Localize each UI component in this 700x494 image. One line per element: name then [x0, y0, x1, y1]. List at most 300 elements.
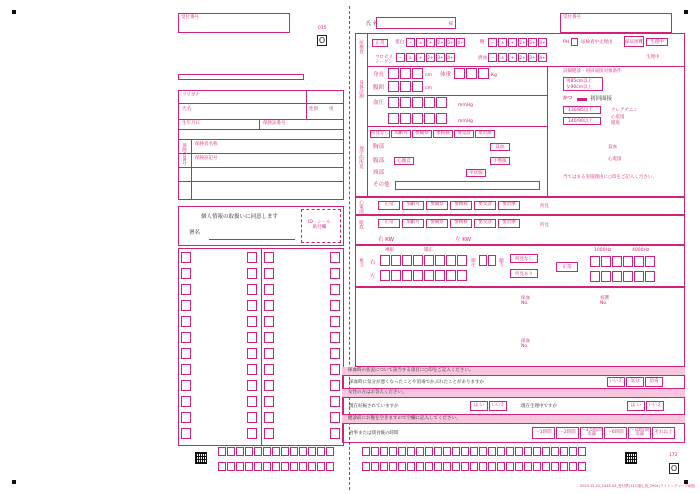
id-cell[interactable] [308, 462, 316, 471]
id-cell[interactable] [461, 462, 469, 471]
left-mark-grid [178, 248, 344, 446]
id-cell[interactable] [443, 462, 451, 471]
q1-option[interactable]: 気分 [626, 377, 644, 387]
mark-cell[interactable] [247, 252, 257, 263]
mark-cell[interactable] [264, 268, 274, 279]
height-label: 身長 [373, 72, 385, 78]
grade-cell[interactable]: + [508, 53, 517, 62]
footer-text: 2023.12.21_1415 A3_受付票(11月版)_表_1901(ライトングマークA版) [580, 484, 696, 488]
grade-cell[interactable]: 4+ [457, 40, 464, 45]
mark-cell[interactable] [330, 332, 340, 343]
id-cell[interactable] [524, 462, 532, 471]
grade-cell[interactable]: 2+ [519, 55, 526, 60]
weight-unit: Kg [491, 73, 497, 78]
id-cell[interactable] [371, 447, 379, 456]
sugar-grade-scale[interactable] [488, 38, 547, 47]
arrhythmia-button[interactable] [490, 157, 510, 165]
consent-box [178, 206, 344, 246]
id-seal-box [301, 209, 341, 243]
mark-cell[interactable] [181, 284, 191, 295]
grade-cell[interactable]: 2+ [519, 40, 526, 45]
mark-cell[interactable] [264, 284, 274, 295]
id-cell[interactable] [551, 462, 559, 471]
fundus-finding-option[interactable]: 要治療 [498, 219, 520, 228]
id-cell[interactable] [524, 447, 532, 456]
id-cell[interactable] [515, 447, 523, 456]
grade-cell[interactable]: ± [498, 53, 507, 62]
id-cell[interactable] [578, 447, 586, 456]
ecg-finding-option[interactable]: 要治療 [498, 201, 520, 210]
grade-cell[interactable]: ± [406, 53, 415, 62]
mark-cell[interactable] [330, 380, 340, 391]
fundus-finding-option[interactable]: 加齢可 [402, 219, 424, 228]
id-cell[interactable] [308, 447, 316, 456]
id-cell[interactable] [218, 447, 226, 456]
q4-option[interactable]: 〜3.5時間 未満 [581, 427, 602, 437]
input-cell[interactable] [435, 270, 445, 281]
mark-cell[interactable] [247, 428, 257, 439]
id-cell[interactable] [479, 447, 487, 456]
weight-cells[interactable] [454, 68, 489, 79]
id-cell[interactable] [416, 462, 424, 471]
ecg-findings-label: 所見 [540, 204, 549, 209]
exam-finding-option[interactable]: 要治療 [475, 130, 495, 138]
input-cell[interactable] [400, 68, 411, 79]
id-cell[interactable] [398, 447, 406, 456]
mark-cell[interactable] [247, 316, 257, 327]
input-cell[interactable] [412, 113, 423, 124]
grade-cell[interactable]: − [396, 53, 405, 62]
fundus-findings[interactable] [378, 219, 520, 228]
input-cell[interactable] [412, 68, 423, 79]
mark-cell[interactable] [264, 300, 274, 311]
id-cell[interactable] [497, 447, 505, 456]
exam-section-label: 理学的所見 [358, 146, 364, 169]
grade-cell[interactable]: 3+ [437, 55, 444, 60]
waist-label: 腹囲 [373, 85, 385, 91]
input-cell[interactable] [388, 68, 399, 79]
id-cell[interactable] [317, 447, 325, 456]
mark-cell[interactable] [264, 396, 274, 407]
id-cell[interactable] [272, 462, 280, 471]
input-cell[interactable] [380, 270, 390, 281]
protein-grade-scale[interactable] [406, 38, 465, 47]
ecg-findings[interactable] [378, 201, 520, 210]
input-cell[interactable] [400, 113, 411, 124]
id-cell[interactable] [569, 447, 577, 456]
question-1-options[interactable] [607, 377, 663, 387]
id-cell[interactable] [425, 462, 433, 471]
input-cell[interactable] [446, 255, 456, 266]
grade-cell[interactable]: 4+ [447, 55, 454, 60]
id-cell[interactable] [380, 462, 388, 471]
mark-cell[interactable] [264, 412, 274, 423]
id-cell[interactable] [245, 462, 253, 471]
id-cell[interactable] [560, 462, 568, 471]
id-cell[interactable] [407, 447, 415, 456]
hearing-no-findings-button[interactable] [510, 254, 538, 263]
criteria-waist-box [563, 77, 603, 91]
mark-cell[interactable] [181, 412, 191, 423]
q1-option[interactable]: 消毒 [645, 377, 663, 387]
id-cell[interactable] [380, 447, 388, 456]
id-cell[interactable] [551, 447, 559, 456]
input-cell[interactable] [436, 113, 447, 124]
mark-cell[interactable] [264, 316, 274, 327]
grade-cell[interactable]: ± [498, 38, 507, 47]
fundus-section-label: 眼底 [358, 220, 364, 229]
vision-cells-left[interactable] [380, 270, 467, 281]
id-cell[interactable] [488, 462, 496, 471]
anemia-button[interactable] [490, 143, 510, 151]
input-cell[interactable] [380, 255, 390, 266]
id-cell[interactable] [425, 447, 433, 456]
id-cell[interactable] [533, 462, 541, 471]
grade-cell[interactable]: − [406, 38, 415, 47]
mark-cell[interactable] [330, 348, 340, 359]
hearing-cells-right[interactable] [590, 256, 655, 267]
mark-cell[interactable] [264, 348, 274, 359]
input-cell[interactable] [412, 81, 423, 92]
mark-cell[interactable] [247, 412, 257, 423]
input-cell[interactable] [634, 256, 644, 267]
id-cell[interactable] [542, 447, 550, 456]
id-cell[interactable] [416, 447, 424, 456]
q3-option[interactable]: いいえ [646, 401, 664, 411]
id-cell[interactable] [506, 462, 514, 471]
mark-cell[interactable] [247, 268, 257, 279]
ecg-finding-option[interactable]: 要受診 [474, 201, 496, 210]
mark-cell[interactable] [181, 268, 191, 279]
id-cell[interactable] [389, 462, 397, 471]
grade-cell[interactable]: 4+ [539, 55, 546, 60]
mark-cell[interactable] [181, 364, 191, 375]
question-header-1 [342, 367, 685, 375]
id-cell[interactable] [263, 447, 271, 456]
waist-unit: cm [425, 86, 432, 91]
id-cell[interactable] [254, 462, 262, 471]
exam-finding-option[interactable]: 所見なし [370, 130, 390, 138]
question-3-options[interactable] [627, 401, 664, 411]
mark-cell[interactable] [247, 332, 257, 343]
eye-pressure-cells[interactable] [479, 255, 496, 266]
id-cell[interactable] [515, 462, 523, 471]
mark-cell[interactable] [247, 300, 257, 311]
input-cell[interactable] [424, 255, 434, 266]
mark-cell[interactable] [330, 268, 340, 279]
q4-option[interactable]: それ以上 [652, 427, 675, 439]
urobilinogen-grade-scale[interactable] [396, 53, 455, 62]
input-cell[interactable] [388, 113, 399, 124]
id-cell[interactable] [452, 447, 460, 456]
input-cell[interactable] [612, 256, 622, 267]
id-cell[interactable] [362, 462, 370, 471]
mark-cell[interactable] [330, 428, 340, 439]
q2-option[interactable]: いいえ [489, 401, 507, 411]
id-cell[interactable] [236, 447, 244, 456]
id-cell[interactable] [272, 447, 280, 456]
exam-finding-option[interactable]: 加齢可 [391, 130, 411, 138]
grade-cell[interactable]: 3+ [529, 40, 536, 45]
input-cell[interactable] [634, 271, 644, 282]
ecg-finding-option[interactable]: 要観察 [426, 201, 448, 210]
mark-cell[interactable] [330, 412, 340, 423]
id-cell[interactable] [281, 447, 289, 456]
id-cell[interactable] [407, 462, 415, 471]
suspend-option-1-text: 採尿困難 [625, 39, 643, 45]
id-cell[interactable] [254, 447, 262, 456]
id-cell[interactable] [542, 462, 550, 471]
fundus-finding-option[interactable]: 正常 [378, 219, 400, 228]
question-2-options[interactable] [470, 401, 507, 411]
id-cell[interactable] [281, 462, 289, 471]
mark-cell[interactable] [181, 348, 191, 359]
id-cell[interactable] [578, 462, 586, 471]
mark-cell[interactable] [330, 252, 340, 263]
q3-option[interactable]: は い [627, 401, 645, 411]
input-cell[interactable] [424, 270, 434, 281]
mark-cell[interactable] [247, 284, 257, 295]
and-label: かつ [563, 96, 572, 101]
id-cell[interactable] [533, 447, 541, 456]
id-cell[interactable] [470, 447, 478, 456]
input-cell[interactable] [424, 97, 435, 108]
grade-cell[interactable]: 4+ [539, 40, 546, 45]
grade-cell[interactable]: 2+ [427, 55, 434, 60]
fundus-finding-option[interactable]: 要受診 [474, 219, 496, 228]
mark-cell[interactable] [181, 396, 191, 407]
input-cell[interactable] [601, 271, 611, 282]
exam-findings-row[interactable] [370, 130, 495, 138]
grade-cell[interactable]: − [488, 53, 497, 62]
id-cell[interactable] [218, 462, 226, 471]
id-cell[interactable] [245, 447, 253, 456]
mark-cell[interactable] [181, 316, 191, 327]
grade-cell[interactable]: − [488, 38, 497, 47]
input-cell[interactable] [478, 68, 489, 79]
id-cell[interactable] [398, 462, 406, 471]
mark-cell[interactable] [181, 332, 191, 343]
question-header-3 [342, 415, 685, 423]
id-cell[interactable] [236, 462, 244, 471]
mark-cell[interactable] [247, 396, 257, 407]
input-cell[interactable] [400, 97, 411, 108]
form-code-bottom-letter-text: O [670, 464, 678, 473]
other-label: その他 [373, 182, 390, 188]
id-cell[interactable] [506, 447, 514, 456]
mark-cell[interactable] [264, 364, 274, 375]
id-cell[interactable] [569, 462, 577, 471]
mark-cell[interactable] [247, 348, 257, 359]
blood-draw-area [355, 287, 685, 367]
registration-mark [12, 480, 16, 484]
input-cell[interactable] [623, 256, 633, 267]
mark-cell[interactable] [181, 428, 191, 439]
id-cell[interactable] [290, 447, 298, 456]
input-cell[interactable] [400, 81, 411, 92]
vision-cells-right[interactable] [380, 255, 467, 266]
id-cell[interactable] [326, 462, 334, 471]
q2-option[interactable]: は い [470, 401, 488, 411]
grade-cell[interactable]: + [508, 38, 517, 47]
height-cells[interactable] [388, 68, 423, 79]
id-cell[interactable] [317, 462, 325, 471]
id-seal-label: ID－シール 貼付欄 [308, 220, 331, 230]
ph-field[interactable] [571, 38, 578, 46]
id-cell[interactable] [434, 447, 442, 456]
input-cell[interactable] [402, 270, 412, 281]
bp-criteria-2-text: 140/90以上 [568, 119, 593, 124]
other-field[interactable] [395, 181, 540, 190]
id-cell[interactable] [470, 462, 478, 471]
corrected-label: 矯正 [424, 248, 433, 253]
id-cell[interactable] [299, 462, 307, 471]
q4-option[interactable]: 〜2時間 [556, 427, 579, 439]
id-strip [178, 74, 304, 80]
id-cell[interactable] [461, 447, 469, 456]
id-cell[interactable] [290, 462, 298, 471]
input-cell[interactable] [391, 255, 401, 266]
ecg-finding-option[interactable]: 正常 [378, 201, 400, 210]
protein-label: 蛋白 [395, 40, 404, 45]
q4-option[interactable]: 〜10時間 未満 [629, 427, 650, 437]
input-cell[interactable] [590, 271, 600, 282]
ecg-criteria-label: 心電図 [611, 115, 625, 120]
input-cell[interactable] [413, 270, 423, 281]
id-cell[interactable] [227, 462, 235, 471]
input-cell[interactable] [466, 68, 477, 79]
input-cell[interactable] [457, 270, 467, 281]
id-cell[interactable] [434, 462, 442, 471]
id-cell[interactable] [362, 447, 370, 456]
input-cell[interactable] [457, 255, 467, 266]
id-cell[interactable] [479, 462, 487, 471]
ecg-finding-option[interactable]: 要精検 [450, 201, 472, 210]
fundus-finding-option[interactable]: 要精検 [450, 219, 472, 228]
waist-cells[interactable] [388, 81, 423, 92]
grade-cell[interactable]: 3+ [447, 40, 454, 45]
mark-cell[interactable] [181, 252, 191, 263]
mark-cell[interactable] [330, 364, 340, 375]
anemia-text: 貧血 [495, 145, 505, 150]
id-cell[interactable] [326, 447, 334, 456]
exam-finding-option[interactable]: 要精検 [433, 130, 453, 138]
id-cell[interactable] [371, 462, 379, 471]
bp-cells-1[interactable] [388, 97, 447, 108]
mark-cell[interactable] [264, 428, 274, 439]
right-id-cells [362, 462, 586, 471]
input-cell[interactable] [388, 97, 399, 108]
mark-cell[interactable] [247, 380, 257, 391]
mark-cell[interactable] [264, 252, 274, 263]
id-cell[interactable] [497, 462, 505, 471]
mark-cell[interactable] [330, 284, 340, 295]
urine-normal-button[interactable] [372, 39, 388, 47]
grade-cell[interactable]: + [426, 38, 435, 47]
input-cell[interactable] [590, 256, 600, 267]
hearing-cells-left[interactable] [590, 271, 655, 282]
input-cell[interactable] [436, 97, 447, 108]
input-cell[interactable] [435, 255, 445, 266]
id-cell[interactable] [263, 462, 271, 471]
grade-cell[interactable]: 2+ [437, 40, 444, 45]
id-cell[interactable] [488, 447, 496, 456]
hearing-has-findings-button[interactable] [510, 269, 538, 278]
mark-cell[interactable] [247, 364, 257, 375]
input-cell[interactable] [479, 255, 487, 266]
room-no-2: 看護 No. [600, 296, 609, 306]
id-cell[interactable] [452, 462, 460, 471]
input-cell[interactable] [402, 255, 412, 266]
bp-cells-2[interactable] [388, 113, 447, 124]
mark-cell[interactable] [181, 380, 191, 391]
mark-cell[interactable] [264, 332, 274, 343]
input-cell[interactable] [645, 271, 655, 282]
input-cell[interactable] [488, 255, 496, 266]
grade-cell[interactable]: 3+ [529, 55, 536, 60]
input-cell[interactable] [645, 256, 655, 267]
input-cell[interactable] [454, 68, 465, 79]
mark-cell[interactable] [181, 300, 191, 311]
input-cell[interactable] [601, 256, 611, 267]
ecg-finding-option[interactable]: 加齢可 [402, 201, 424, 210]
q4-option[interactable]: 〜1時間 [532, 427, 555, 439]
id-cell[interactable] [560, 447, 568, 456]
q4-option[interactable]: 〜6時間 [604, 427, 627, 439]
exam-finding-option[interactable]: 要観察 [412, 130, 432, 138]
id-cell[interactable] [299, 447, 307, 456]
hz-4000-label: 4000Hz [632, 248, 650, 253]
id-cell[interactable] [227, 447, 235, 456]
input-cell[interactable] [412, 97, 423, 108]
thyroid-button[interactable] [466, 169, 486, 177]
grade-cell[interactable]: + [416, 53, 425, 62]
input-cell[interactable] [424, 113, 435, 124]
fundus-finding-option[interactable]: 要観察 [426, 219, 448, 228]
input-cell[interactable] [388, 81, 399, 92]
naked-eye-label: 裸眼 [385, 248, 394, 253]
question-1-text: 採血時に気分が悪くなったことや消毒でかぶれたことがありますか [349, 380, 484, 385]
input-cell[interactable] [391, 270, 401, 281]
exam-finding-option[interactable]: 要受診 [454, 130, 474, 138]
weight-label: 体重 [440, 72, 452, 78]
mark-cell[interactable] [264, 380, 274, 391]
registration-mark [12, 10, 16, 14]
occult-blood-grade-scale[interactable] [488, 53, 547, 62]
fundus-criteria-label: 眼底 [611, 121, 620, 126]
heart-murmur-button[interactable] [394, 157, 414, 165]
abdomen-label: 腹部 [373, 158, 385, 164]
suspend-option-1[interactable] [624, 36, 644, 47]
mark-cell[interactable] [330, 300, 340, 311]
hearing-normal-button[interactable] [556, 262, 578, 272]
q1-option[interactable]: いいえ [607, 377, 625, 387]
mark-cell[interactable] [330, 316, 340, 327]
mark-cell[interactable] [330, 396, 340, 407]
input-cell[interactable] [413, 255, 423, 266]
urobilinogen-label: ウロビリノーゲン [375, 55, 393, 65]
question-4-options[interactable] [532, 427, 675, 439]
id-cell[interactable] [389, 447, 397, 456]
input-cell[interactable] [446, 270, 456, 281]
suspend-option-2[interactable] [646, 38, 668, 46]
id-cell[interactable] [443, 447, 451, 456]
criteria-female: 女90cm以上 [566, 85, 593, 90]
input-cell[interactable] [612, 271, 622, 282]
patient-name-field[interactable] [376, 17, 456, 29]
grade-cell[interactable]: ± [416, 38, 425, 47]
input-cell[interactable] [623, 271, 633, 282]
